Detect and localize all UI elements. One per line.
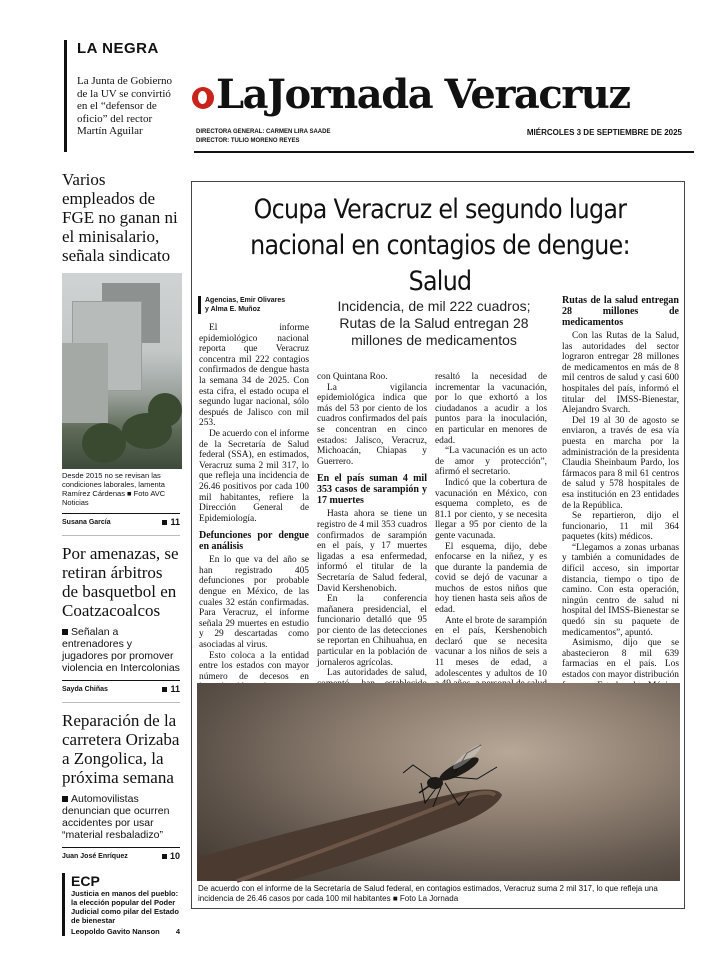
masthead-staff <box>196 128 330 146</box>
side-story-carretera[interactable] <box>62 702 180 861</box>
photo-credit: Foto La Jornada <box>399 894 459 903</box>
ecp-author: Leopoldo Gavito Nanson 4 <box>71 927 180 936</box>
side-byline: Juan José Enríquez 10 <box>62 847 180 861</box>
director: DIRECTOR: TULIO MORENO REYES <box>196 138 300 144</box>
article-column-3: resaltó la necesidad de incrementar la vacunación, por lo que exhortó a los ciudadanos a acudir a los puntos para la inoculación, en particular en menores de edad. “La vacunación es un acto de amor y protección”, afirmó el secretario. Indicó que la cobertura de vacunación en México, con esquema completo, es de 81.1 por ciento, y se necesita llegar a 95 por ciento de la gente vacunada. El esquema, dijo, debe enfocarse en la niñez, y es que durante la pandemia de covid se dejó de vacunar a muchos de estos niños que hoy tienen hasta seis años de edad. Ante el brote de sarampión en el país, Kershenobich declaró que se necesita vacunar a los niños de seis a 11 meses de edad, a adolescentes y adultos de 10 <box>435 372 547 679</box>
article-column-1: El informe epidemiológico nacional reporta que Veracruz concentra mil 222 contagios confirmados de dengue hasta la semana 34 de 2025. Con esta cifra, el estado ocupa el segundo lugar nacional, sólo después de Jalisco con mil 253. De acuerdo con el informe de la Secretaría de Salud federal (SSA), en estimados, Veracruz suma 2 mil 317, lo que refleja una incidencia de 26.46 positivos por cada 100 mil habitantes, refiere la Dirección General de Epidemiología. Defunciones por dengue en análisis En lo que va del año se han registrado 405 defunciones por probable dengue en México, de las cuales 32 están confirmadas. Para Veracruz, el informe señala 29 muertes en estudio y 29 descartadas como asociadas al virus. Esto coloca a la entidad entre los estados con mayor número de decesos en <box>199 323 309 682</box>
side-headline[interactable]: Reparación de la carretera Orizaba a Zongolica, la próxima semana <box>62 711 180 787</box>
main-byline: Agencias, Emir Olivares y Alma E. Muñoz <box>198 296 285 314</box>
header-divider <box>194 151 694 153</box>
side-headline[interactable]: Por amenazas, se retiran árbitros de basquetbol en Coatzacoalcos <box>62 544 179 620</box>
ecp-title: ECP <box>71 873 100 889</box>
main-headline[interactable]: Ocupa Veracruz el segundo lugar nacional en contagios de dengue: Salud <box>250 194 630 297</box>
side-byline: Susana García 11 <box>62 513 180 527</box>
mosquito-photo <box>197 683 680 881</box>
page-ref[interactable]: 11 <box>162 684 180 694</box>
side-story-fge[interactable] <box>62 170 180 527</box>
main-subhead: Incidencia, de mil 222 cuadros; Rutas de la Salud entregan 28 millones de medicamentos <box>337 298 531 348</box>
edition-date: MIÉRCOLES 3 DE SEPTIEMBRE DE 2025 <box>526 128 682 137</box>
photo-caption: De acuerdo con el informe de la Secretaría de Salud federal, en contagios estimados, Veracruz suma 2 mil 317, lo que refleja una incidencia de 26.46 casos por cada 100 mil habitantes ■ Foto La Jornada <box>198 884 658 903</box>
side-story-arbitros[interactable] <box>62 535 180 694</box>
la-negra-box <box>64 40 182 152</box>
section-subhead: En el país suman 4 mil 353 casos de sarampión y 17 muertes <box>317 473 427 507</box>
bullet-square-icon <box>62 629 68 635</box>
bullet-square-icon <box>62 796 68 802</box>
ecp-text[interactable]: Justicia en manos del pueblo: la elección popular del Poder Judicial como pilar del Estado de bienestar <box>71 889 179 925</box>
logo-swirl-icon <box>192 87 214 109</box>
photo-caption: Desde 2015 no se revisan las condiciones laborales, lamenta Ramírez Cárdenas ■ Foto AVC Noticias <box>62 471 166 507</box>
article-column-4: Rutas de la salud entregan 28 millones de medicamentos Con las Rutas de la Salud, las autoridades del sector lograron entregar 28 millones de medicamentos en más de 8 mil centros de salud y casi 600 hospitales del país, informó el titular del IMSS-Bienestar, Alejandro Svarch. Del 19 al 30 de agosto se enviaron, a través de esa vía puesta en marcha por la administración de la presidenta Claudia Sheinbaum Pardo, los fármacos para 8 mil 61 centros de salud y 578 hospitales de esa institución en 23 entidades de la República. Se repartieron, dijo el funcionario, 11 mil 364 paquetes (kits) médicos. “Llegamos a zonas urbanas y también a comunidades de difícil acceso, sin importar distancia, tiempo o tipo de camino. Con esta operación, ningún centro de salud ni hospital del IMSS-Bienestar se quedó sin su paquete de medicamentos”, apuntó. Asimismo, dijo que se abastecieron 8 mil 639 farmacias en el país. Los estados con mayor distribución <box>562 295 679 680</box>
side-byline: Sayda Chiñas 11 <box>62 680 180 694</box>
la-negra-text[interactable]: La Junta de Gobierno de la UV se convirtió en el “defensor de oficio” del rector Martín Aguilar <box>77 75 172 137</box>
article-column-2: con Quintana Roo. La vigilancia epidemiológica indica que más del 53 por ciento de los cuadros confirmados del país se concentran en cinco estados: Jalisco, Veracruz, Michoacán, Chiapas y Guerrero. En el país suman 4 mil 353 casos de sarampión y 17 muertes Hasta ahora se tiene un registro de 4 mil 353 cuadros confirmados de sarampión en el país, y 17 muertes ligadas a esa enfermedad, informó el titular de la Secretaría de Salud federal, David Kershenobich. En la conferencia mañanera presidencial, el funcionario detalló que 95 por ciento de las detecciones se reportan en Chihuahua, en particular en la población de jornaleros agrícolas. Las autoridades de salud, <box>317 372 427 679</box>
mosquito-illustration <box>197 683 680 881</box>
page-ref[interactable]: 4 <box>175 927 180 936</box>
section-subhead: Defunciones por dengue en análisis <box>199 530 309 553</box>
ecp-column-teaser[interactable] <box>62 873 180 936</box>
page-ref[interactable]: 10 <box>162 851 180 861</box>
side-headline[interactable]: Varios empleados de FGE no ganan ni el minisalario, señala sindicato <box>62 170 178 265</box>
side-bullet: Automovilistas denuncian que ocurren accidentes por usar “material resbaladizo” <box>62 793 170 841</box>
la-negra-title: LA NEGRA <box>77 40 159 57</box>
fge-building-photo <box>62 273 182 469</box>
masthead-logo[interactable] <box>192 68 692 120</box>
section-subhead: Rutas de la salud entregan 28 millones de medicamentos <box>562 295 679 328</box>
left-column <box>62 170 180 936</box>
logo-text: LaJornada Veracruz <box>216 70 630 118</box>
director-general: DIRECTORA GENERAL: CARMEN LIRA SAADE <box>196 129 331 135</box>
side-bullet: Señalan a entrenadores y jugadores por promover violencia en Intercolonias <box>62 626 180 674</box>
page-ref[interactable]: 11 <box>162 517 180 527</box>
